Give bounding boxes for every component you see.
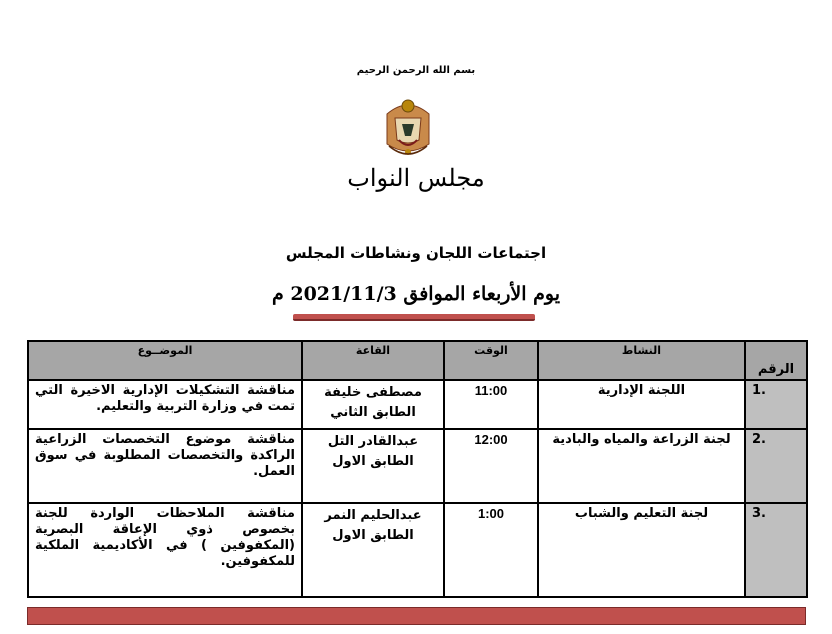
date-line: يوم الأربعاء الموافق 2021/11/3 م <box>271 283 561 305</box>
row-time: 12:00 <box>444 429 538 503</box>
hall-floor: الطابق الثاني <box>330 405 416 420</box>
header-topic: الموضــوع <box>28 341 302 380</box>
row-topic: مناقشة موضوع التخصصات الزراعية الراكدة والتخصصات المطلوبة في سوق العمل. <box>28 429 302 503</box>
table-row <box>28 380 807 429</box>
hall-name: عبدالقادر التل <box>327 434 419 449</box>
table-row <box>28 429 807 503</box>
coat-of-arms-icon <box>383 96 433 162</box>
council-name: مجلس النواب <box>347 164 485 192</box>
row-hall <box>302 380 444 429</box>
row-activity: اللجنة الإدارية <box>538 380 745 429</box>
schedule-table <box>27 340 808 598</box>
hall-name: عبدالحليم النمر <box>324 508 422 523</box>
date-underline-bar <box>293 314 535 321</box>
row-activity: لجنة التعليم والشباب <box>538 503 745 597</box>
basmala: بسم الله الرحمن الرحيم <box>356 65 476 76</box>
footer-bar <box>27 607 806 625</box>
row-number: 1. <box>745 380 807 429</box>
row-hall <box>302 429 444 503</box>
row-activity: لجنة الزراعة والمياه والبادية <box>538 429 745 503</box>
table-row <box>28 503 807 597</box>
hall-name: مصطفى خليفة <box>324 385 422 400</box>
table-header-row <box>28 341 807 380</box>
row-topic: مناقشة الملاحظات الواردة للجنة بخصوص ذوي الإعاقة البصرية (المكفوفين ) في الأكاديمية الملكية للمكفوفين. <box>28 503 302 597</box>
header-time: الوقت <box>444 341 538 380</box>
hall-floor: الطابق الاول <box>332 528 414 543</box>
row-time: 1:00 <box>444 503 538 597</box>
row-hall <box>302 503 444 597</box>
row-number: 3. <box>745 503 807 597</box>
row-time: 11:00 <box>444 380 538 429</box>
header-hall: القاعة <box>302 341 444 380</box>
row-topic: مناقشة التشكيلات الإدارية الاخيرة التي تمت في وزارة التربية والتعليم. <box>28 380 302 429</box>
header-activity: النشاط <box>538 341 745 380</box>
row-number: 2. <box>745 429 807 503</box>
header-number: الرقم <box>745 341 807 380</box>
hall-floor: الطابق الاول <box>332 454 414 469</box>
page-heading: اجتماعات اللجان ونشاطات المجلس <box>285 244 547 262</box>
